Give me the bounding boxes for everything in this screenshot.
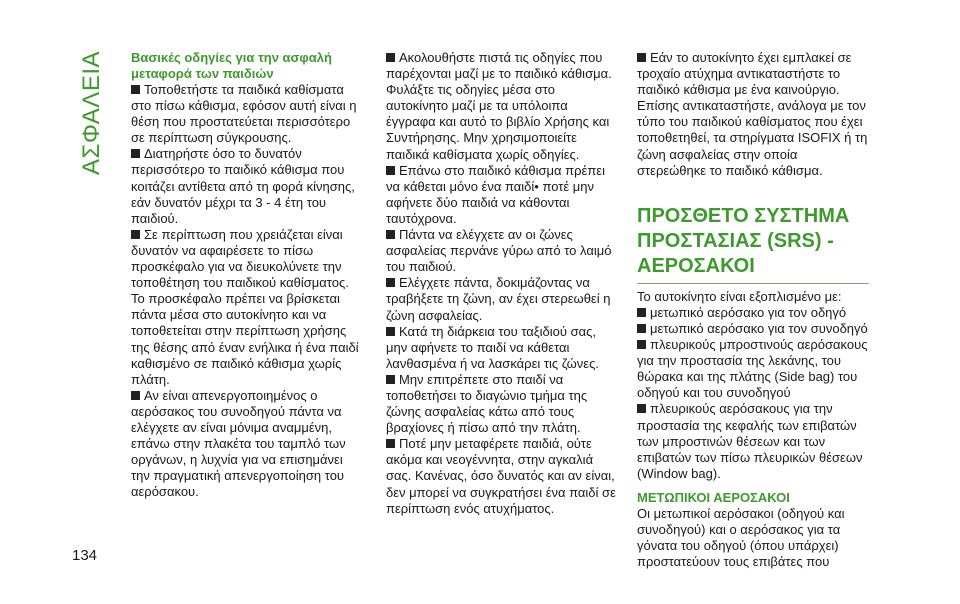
square-bullet-icon (386, 327, 395, 336)
column-3 (637, 50, 869, 570)
square-bullet-icon (637, 404, 646, 413)
square-bullet-icon (131, 391, 140, 400)
page-number: 134 (72, 547, 98, 564)
list-item: Κατά τη διάρκεια του ταξιδιού σας, μην αφήνετε το παιδί να κάθεται λανθασμένα ή να λασκάρει τις ζώνες. (386, 323, 599, 371)
list-item: Διατηρήστε όσο το δυνατόν περισσότερο το παιδικό κάθισμα που κοιτάζει αντίθετα από τη φορά κίνησης, εάν δυνατόν μέχρι τα 3 - 4 έτη του παιδιού. (131, 146, 355, 226)
column-1 (131, 50, 359, 500)
square-bullet-icon (637, 308, 646, 317)
section-side-title (76, 50, 108, 175)
square-bullet-icon (637, 340, 646, 349)
srs-airbags-heading: ΠΡΟΣΘΕΤΟ ΣΥΣΤΗΜΑ ΠΡΟΣΤΑΣΙΑΣ (SRS) - ΑΕΡΟΣΑΚΟΙ (637, 204, 869, 284)
square-bullet-icon (131, 149, 140, 158)
square-bullet-icon (131, 230, 140, 239)
list-item: Επάνω στο παιδικό κάθισμα πρέπει να κάθεται μόνο ένα παιδί• ποτέ μην αφήνετε δύο παιδιά να κάθονται ταυτόχρονα. (386, 162, 605, 226)
child-safety-heading: Βασικές οδηγίες για την ασφαλή μεταφορά των παιδιών (131, 50, 332, 81)
front-airbags-heading: ΜΕΤΩΠΙΚΟΙ ΑΕΡΟΣΑΚΟΙ (637, 489, 790, 505)
list-item: Σε περίπτωση που χρειάζεται είναι δυνατόν να αφαιρέσετε το πίσω προσκέφαλο για να διευκολύνετε την τοποθέτηση του παιδικού καθίσματος. Το προσκέφαλο πρέπει να βρίσκεται πάντα μέσα στο αυτοκίνητο και να τοποθετείται στην περίπτωση χρήσης της θέσης από έναν ενήλικα ή ένα παιδί καθισμένο σε παιδικό κάθισμα χωρίς πλάτη. (131, 226, 359, 387)
square-bullet-icon (637, 324, 646, 333)
side-title-text: ΑΣΦΑΛΕΙΑ (78, 50, 105, 175)
list-item: Ακολουθήστε πιστά τις οδηγίες που παρέχονται μαζί με το παιδικό κάθισμα. Φυλάξτε τις οδηγίες μέσα στο αυτοκίνητο μαζί με τα υπόλοιπα έγγραφα και αυτό το βιβλίο Χρήσης και Συντήρησης. Μην χρησιμοποιείτε παιδικά καθίσματα χωρίς οδηγίες. (386, 50, 612, 162)
square-bullet-icon (386, 375, 395, 384)
column-2 (386, 50, 616, 517)
list-item: πλευρικούς μπροστινούς αερόσακους για την προστασία της λεκάνης, του θώρακα και της πλάτης (Side bag) του οδηγού και του συνοδηγού (637, 337, 868, 401)
list-item: Ελέγχετε πάντα, δοκιμάζοντας να τραβήξετε τη ζώνη, αν έχει στερεωθεί η ζώνη ασφαλείας. (386, 275, 611, 323)
list-item: πλευρικούς αερόσακους για την προστασία της κεφαλής των επιβατών των μπροστινών θέσεων και των επιβατών των πίσω πλευρικών θέσεων (Window bag). (637, 401, 863, 481)
square-bullet-icon (131, 85, 140, 94)
square-bullet-icon (386, 278, 395, 287)
list-item: μετωπικό αερόσακο για τον οδηγό (637, 305, 869, 321)
list-item: Ποτέ μην μεταφέρετε παιδιά, ούτε ακόμα και νεογέννητα, στην αγκαλιά σας. Κανένας, όσο δυνατός και αν είναι, δεν μπορεί να συγκρατήσει ένα παιδί σε περίπτωση ενός ατυχήματος. (386, 436, 616, 516)
airbags-intro: Το αυτοκίνητο είναι εξοπλισμένο με: (637, 288, 842, 304)
list-item: μετωπικό αερόσακο για τον συνοδηγό (637, 321, 869, 337)
list-item: Πάντα να ελέγχετε αν οι ζώνες ασφαλείας περνάνε γύρω από το λαιμό του παιδιού. (386, 227, 612, 275)
square-bullet-icon (386, 230, 395, 239)
square-bullet-icon (637, 53, 646, 62)
list-item: Εάν το αυτοκίνητο έχει εμπλακεί σε τροχαίο ατύχημα αντικαταστήστε το παιδικό κάθισμα με ένα καινούργιο. Επίσης αντικαταστήστε, ανάλογα με τον τύπο του παιδικού καθίσματος που έχει τοποθετηθεί, τα στηρίγματα ISOFIX ή τη ζώνη ασφαλείας στην οποία στερεώθηκε το παιδικό κάθισμα. (637, 50, 868, 178)
square-bullet-icon (386, 439, 395, 448)
list-item: Αν είναι απενεργοποιημένος ο αερόσακος του συνοδηγού πάντα να ελέγχετε αν είναι μόνιμα αναμμένη, επάνω στην πλακέτα του ταμπλό των οργάνων, η λυχνία για να επισημάνει την πραγματική απενεργοποίηση του αερόσακου. (131, 387, 346, 500)
list-item: Τοποθετήστε τα παιδικά καθίσματα στο πίσω κάθισμα, εφόσον αυτή είναι η θέση που προστατεύεται περισσότερο σε περίπτωση σύγκρουσης. (131, 82, 357, 146)
square-bullet-icon (386, 166, 395, 175)
list-item: Μην επιτρέπετε στο παιδί να τοποθετήσει το διαγώνιο τμήμα της ζώνης ασφαλείας κάτω από τους βραχίονες ή πίσω από την πλάτη. (386, 371, 588, 436)
front-airbags-text: Οι μετωπικοί αερόσακοι (οδηγού και συνοδηγού) και ο αερόσακος για τα γόνατα του οδηγού (όπου υπάρχει) προστατεύουν τους επιβάτες που (637, 505, 845, 570)
square-bullet-icon (386, 53, 395, 62)
